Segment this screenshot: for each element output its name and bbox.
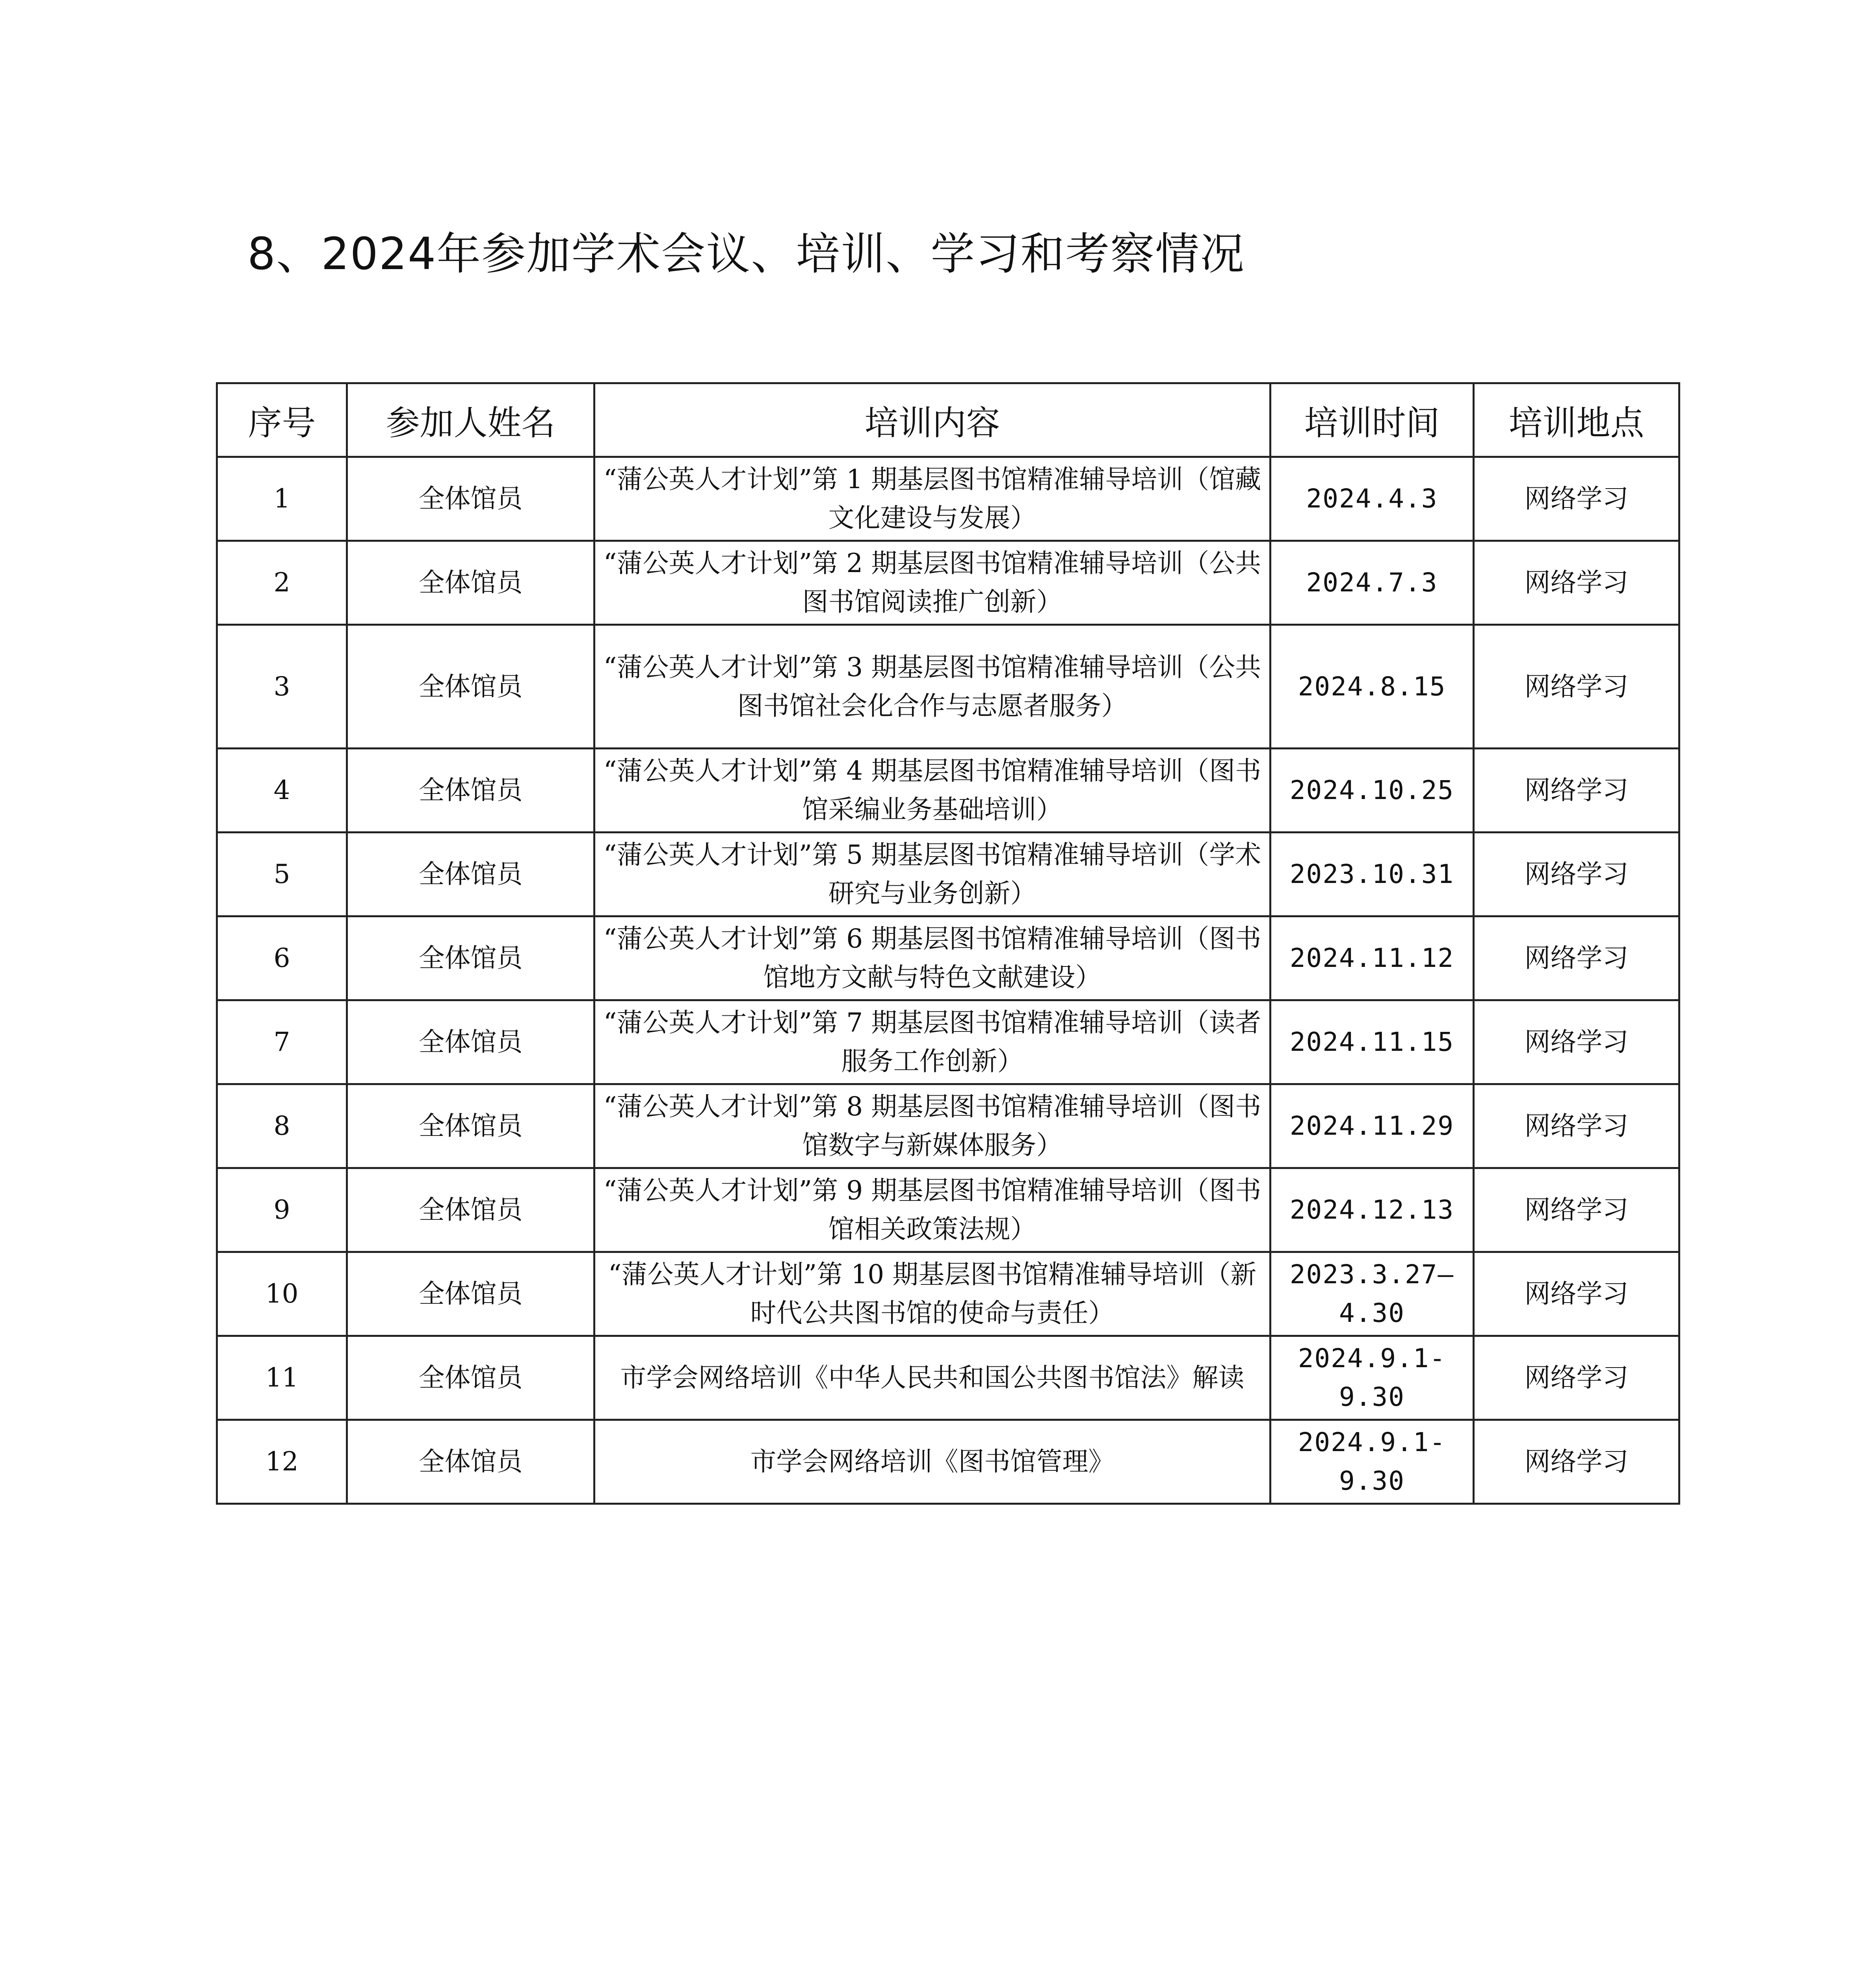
row-index: 8 (217, 1084, 347, 1168)
participant-name: 全体馆员 (347, 1000, 594, 1084)
row-index: 7 (217, 1000, 347, 1084)
participant-name: 全体馆员 (347, 541, 594, 625)
row-index: 12 (217, 1420, 347, 1504)
training-time: 2024.12.13 (1270, 1168, 1474, 1252)
header-participant: 参加人姓名 (347, 383, 594, 457)
training-time: 2023.10.31 (1270, 833, 1474, 916)
row-index: 11 (217, 1336, 347, 1420)
table-row (217, 833, 1679, 916)
training-time: 2024.11.15 (1270, 1000, 1474, 1084)
participant-name: 全体馆员 (347, 833, 594, 916)
participant-name: 全体馆员 (347, 1336, 594, 1420)
table-row (217, 916, 1679, 1000)
training-time: 2023.3.27—4.30 (1270, 1252, 1474, 1336)
training-time: 2024.4.3 (1270, 457, 1474, 541)
training-content: “蒲公英人才计划”第 4 期基层图书馆精准辅导培训（图书馆采编业务基础培训） (594, 749, 1270, 833)
table-header-row (217, 383, 1679, 457)
table-row (217, 1000, 1679, 1084)
header-time: 培训时间 (1270, 383, 1474, 457)
participant-name: 全体馆员 (347, 1084, 594, 1168)
row-index: 10 (217, 1252, 347, 1336)
training-location: 网络学习 (1474, 1336, 1679, 1420)
table-row (217, 541, 1679, 625)
row-index: 3 (217, 625, 347, 749)
row-index: 4 (217, 749, 347, 833)
training-location: 网络学习 (1474, 457, 1679, 541)
training-time: 2024.10.25 (1270, 749, 1474, 833)
training-location: 网络学习 (1474, 1084, 1679, 1168)
training-content: “蒲公英人才计划”第 2 期基层图书馆精准辅导培训（公共图书馆阅读推广创新） (594, 541, 1270, 625)
table-row (217, 1336, 1679, 1420)
row-index: 9 (217, 1168, 347, 1252)
training-content: “蒲公英人才计划”第 5 期基层图书馆精准辅导培训（学术研究与业务创新） (594, 833, 1270, 916)
header-location: 培训地点 (1474, 383, 1679, 457)
training-content: “蒲公英人才计划”第 1 期基层图书馆精准辅导培训（馆藏文化建设与发展） (594, 457, 1270, 541)
training-location: 网络学习 (1474, 833, 1679, 916)
training-location: 网络学习 (1474, 625, 1679, 749)
training-content: 市学会网络培训《图书馆管理》 (594, 1420, 1270, 1504)
table-row (217, 625, 1679, 749)
training-time: 2024.7.3 (1270, 541, 1474, 625)
training-content: “蒲公英人才计划”第 7 期基层图书馆精准辅导培训（读者服务工作创新） (594, 1000, 1270, 1084)
row-index: 1 (217, 457, 347, 541)
training-content: “蒲公英人才计划”第 3 期基层图书馆精准辅导培训（公共图书馆社会化合作与志愿者服务） (594, 625, 1270, 749)
training-location: 网络学习 (1474, 1000, 1679, 1084)
table-row (217, 457, 1679, 541)
training-content: “蒲公英人才计划”第 6 期基层图书馆精准辅导培训（图书馆地方文献与特色文献建设） (594, 916, 1270, 1000)
header-index: 序号 (217, 383, 347, 457)
header-content: 培训内容 (594, 383, 1270, 457)
training-content: “蒲公英人才计划”第 10 期基层图书馆精准辅导培训（新时代公共图书馆的使命与责任） (594, 1252, 1270, 1336)
training-location: 网络学习 (1474, 1252, 1679, 1336)
training-time: 2024.9.1-9.30 (1270, 1420, 1474, 1504)
training-location: 网络学习 (1474, 541, 1679, 625)
training-location: 网络学习 (1474, 749, 1679, 833)
table-row (217, 749, 1679, 833)
table-row (217, 1168, 1679, 1252)
training-location: 网络学习 (1474, 1168, 1679, 1252)
training-content: “蒲公英人才计划”第 9 期基层图书馆精准辅导培训（图书馆相关政策法规） (594, 1168, 1270, 1252)
section-heading: 8、2024年参加学术会议、培训、学习和考察情况 (247, 229, 1245, 280)
participant-name: 全体馆员 (347, 1252, 594, 1336)
training-location: 网络学习 (1474, 1420, 1679, 1504)
table-row (217, 1084, 1679, 1168)
row-index: 6 (217, 916, 347, 1000)
training-time: 2024.9.1-9.30 (1270, 1336, 1474, 1420)
training-location: 网络学习 (1474, 916, 1679, 1000)
participant-name: 全体馆员 (347, 457, 594, 541)
training-content: “蒲公英人才计划”第 8 期基层图书馆精准辅导培训（图书馆数字与新媒体服务） (594, 1084, 1270, 1168)
participant-name: 全体馆员 (347, 749, 594, 833)
row-index: 2 (217, 541, 347, 625)
row-index: 5 (217, 833, 347, 916)
participant-name: 全体馆员 (347, 1168, 594, 1252)
training-time: 2024.11.29 (1270, 1084, 1474, 1168)
table-row (217, 1420, 1679, 1504)
training-records-table (216, 382, 1680, 1505)
participant-name: 全体馆员 (347, 625, 594, 749)
training-time: 2024.8.15 (1270, 625, 1474, 749)
training-content: 市学会网络培训《中华人民共和国公共图书馆法》解读 (594, 1336, 1270, 1420)
participant-name: 全体馆员 (347, 916, 594, 1000)
table-row (217, 1252, 1679, 1336)
participant-name: 全体馆员 (347, 1420, 594, 1504)
training-time: 2024.11.12 (1270, 916, 1474, 1000)
